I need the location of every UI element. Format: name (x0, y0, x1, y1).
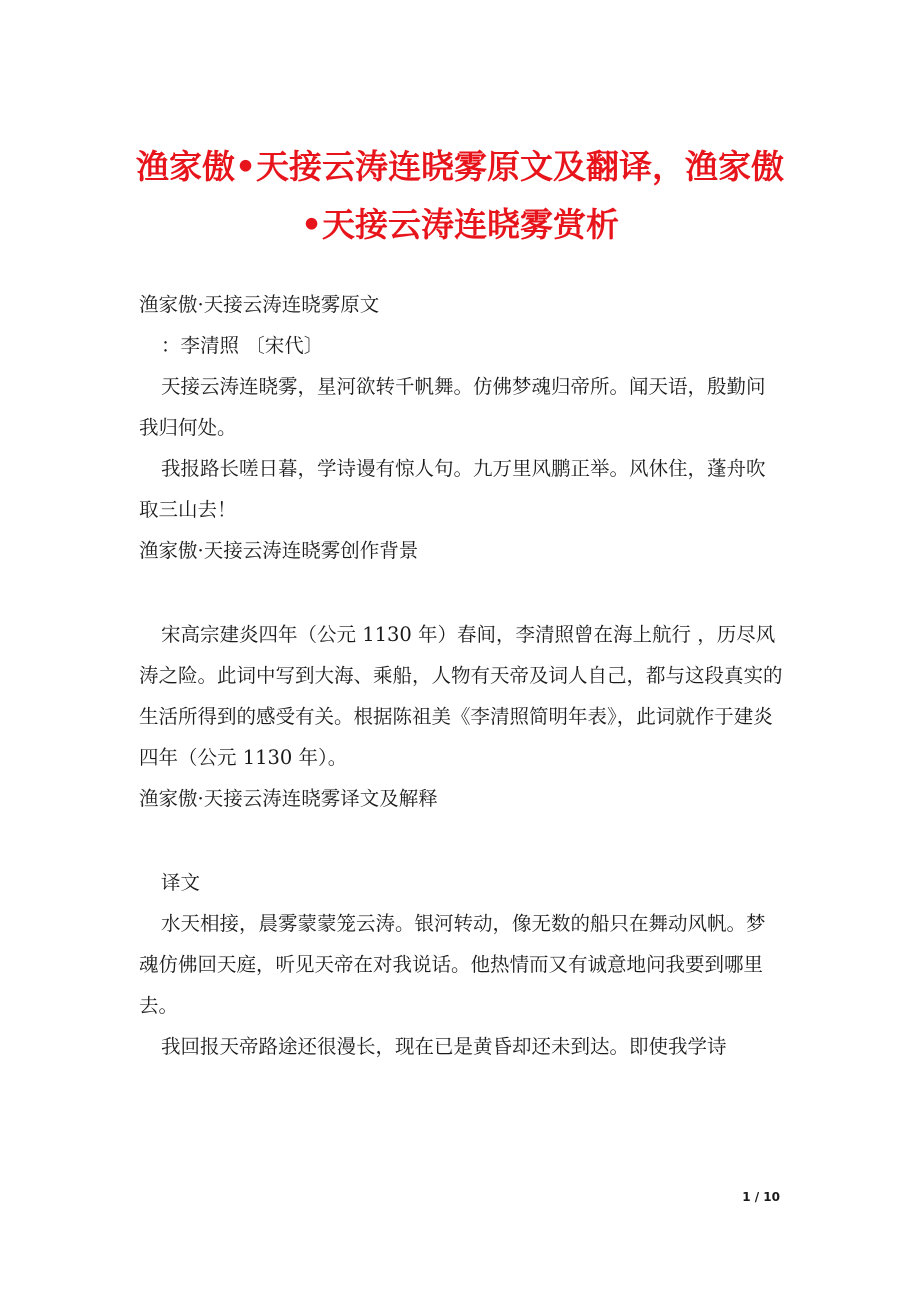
original-heading: 渔家傲·天接云涛连晓雾原文 (139, 293, 380, 316)
translation-paragraph-2: 我回报天帝路途还很漫长，现在已是黄昏却还未到达。即使我学诗 (161, 1035, 727, 1058)
translation-paragraph-1: 水天相接，晨雾蒙蒙笼云涛。银河转动，像无数的船只在舞动风帆。梦魂仿佛回天庭，听见天帝在对我说话。他热情而又有诚意地问我要到哪里去。 (139, 912, 766, 1017)
background-paragraph: 宋高宗建炎四年（公元 1130 年）春间，李清照曾在海上航行 ，历尽风涛之险。此词中写到大海、乘船，人物有天帝及词人自己，都与这段真实的生活所得到的感受有关。根据陈祖美《李清照简明年表》，此词就作于建炎四年（公元 1130 年）。 (139, 623, 783, 769)
original-paragraph-2: 我报路长嗟日暮，学诗谩有惊人句。九万里风鹏正举。风休住，蓬舟吹取三山去！ (139, 457, 766, 521)
translation-heading: 渔家傲·天接云涛连晓雾译文及解释 (139, 787, 438, 810)
author-line: ：李清照 〔宋代〕 (161, 334, 324, 357)
document-title: 渔家傲•天接云涛连晓雾原文及翻译，渔家傲•天接云涛连晓雾赏析 (135, 147, 785, 244)
translation-label: 译文 (161, 871, 201, 894)
original-paragraph-1: 天接云涛连晓雾，星河欲转千帆舞。仿佛梦魂归帝所。闻天语，殷勤问我归何处。 (139, 375, 766, 439)
document-body (139, 284, 784, 1067)
background-heading: 渔家傲·天接云涛连晓雾创作背景 (139, 539, 419, 562)
page-number: 1 / 10 (742, 1190, 780, 1204)
